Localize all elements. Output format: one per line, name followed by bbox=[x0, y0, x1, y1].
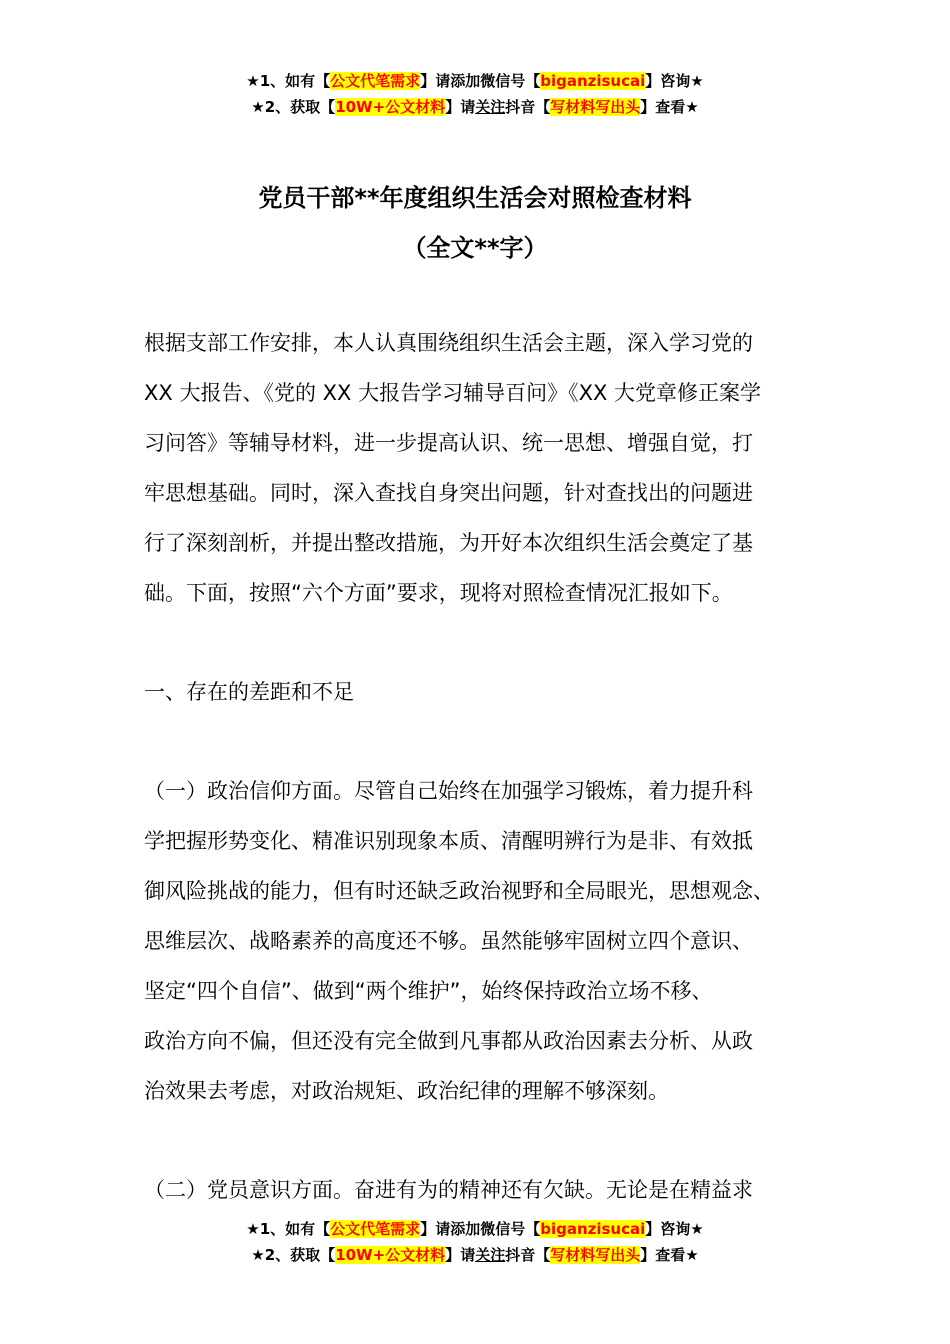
highlight-materials: 10W+公文材料 bbox=[335, 1246, 446, 1264]
highlight-wechat-id: biganzisucai bbox=[540, 1220, 646, 1238]
banner-line-1: ★1、如有【公文代笔需求】请添加微信号【biganzisucai】咨询★ bbox=[246, 1220, 704, 1238]
highlight-materials: 10W+公文材料 bbox=[335, 98, 446, 116]
highlight-service: 公文代笔需求 bbox=[330, 72, 421, 90]
footer-banner bbox=[0, 1216, 950, 1268]
highlight-douyin: 写材料写出头 bbox=[550, 1246, 641, 1264]
document-title: 党员干部**年度组织生活会对照检查材料 bbox=[258, 184, 692, 212]
paragraph-political-belief: （一）政治信仰方面。尽管自己始终在加强学习锻炼，着力提升科 学把握形势变化、精准识别现象本质、清醒明辨行为是非、有效抵 御风险挑战的能力，但有时还缺乏政治视野和全局眼光，思想观念、 思维层次、战略素养的高度还不够。虽然能够牢固树立四个意识、 坚定“四个自信”、做到“两个维护”，始终保持政治立场不移、 政治方向不偏，但还没有完全做到凡事都从政治因素去分析、从政 治效果去考虑，对政治规矩、政治纪律的理解不够深刻。 bbox=[144, 779, 774, 1103]
highlight-wechat-id: biganzisucai bbox=[540, 72, 646, 90]
section-heading: 一、存在的差距和不足 bbox=[144, 680, 354, 704]
intro-paragraph: 根据支部工作安排，本人认真围绕组织生活会主题，深入学习党的 XX 大报告、《党的 XX 大报告学习辅导百问》《XX 大党章修正案学 习问答》等辅导材料，进一步提高认识、统一思想、增强自觉，打 牢思想基础。同时，深入查找自身突出问题，针对查找出的问题进 行了深刻剖析，并提出整改措施，为开好本次组织生活会奠定了基 础。下面，按照“六个方面”要求，现将对照检查情况汇报如下。 bbox=[144, 331, 762, 605]
paragraph-party-awareness: （二）党员意识方面。奋进有为的精神还有欠缺。无论是在精益求 bbox=[144, 1178, 753, 1202]
header-banner bbox=[0, 68, 950, 120]
banner-line-2: ★2、获取【10W+公文材料】请关注抖音【写材料写出头】查看★ bbox=[251, 98, 699, 116]
highlight-douyin: 写材料写出头 bbox=[550, 98, 641, 116]
banner-line-1: ★1、如有【公文代笔需求】请添加微信号【biganzisucai】咨询★ bbox=[246, 72, 704, 90]
banner-line-2: ★2、获取【10W+公文材料】请关注抖音【写材料写出头】查看★ bbox=[251, 1246, 699, 1264]
highlight-service: 公文代笔需求 bbox=[330, 1220, 421, 1238]
document-subtitle: （全文**字） bbox=[402, 234, 548, 262]
